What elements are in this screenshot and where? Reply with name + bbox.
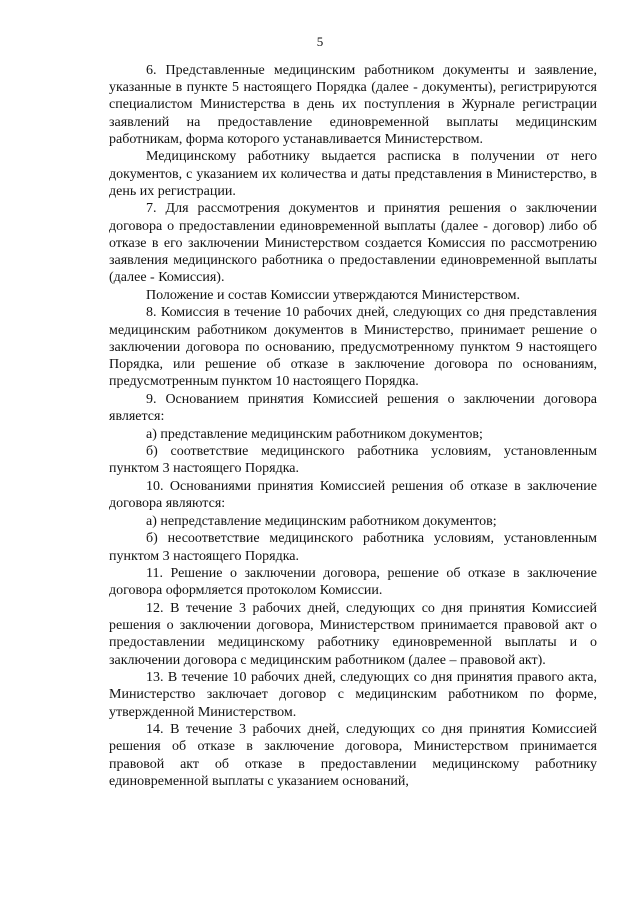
paragraph-7-commission: Положение и состав Комиссии утверждаются Министерством. <box>146 287 520 303</box>
paragraph-6-receipt: Медицинскому работнику выдается расписка в получении от него документов, с указанием их количества и даты представления в Министерство, в день их регистрации. <box>109 149 597 199</box>
page-number: 5 <box>316 34 324 49</box>
document-body <box>109 62 597 790</box>
paragraph-8: 8. Комиссия в течение 10 рабочих дней, следующих со дня представления медицинским работником документов в Министерство, принимает решение о заключении договора по основанию, предусмотренному пунктом 9 настоящего Порядка, или решение об отказе в заключение договора по основаниям, предусмотренным пунктом 10 настоящего Порядка. <box>109 305 597 390</box>
paragraph-11: 11. Решение о заключении договора, решение об отказе в заключение договора оформляется протоколом Комиссии. <box>109 566 597 599</box>
paragraph-13: 13. В течение 10 рабочих дней, следующих со дня принятия правого акта, Министерство заключает договор с медицинским работником по форме, утвержденной Министерством. <box>109 670 597 720</box>
paragraph-10-b: б) несоответствие медицинского работника условиям, установленным пунктом 3 настоящего Порядка. <box>109 531 597 564</box>
paragraph-7: 7. Для рассмотрения документов и принятия решения о заключении договора о предоставлении единовременной выплаты (далее - договор) либо об отказе в его заключении Министерством создается Комиссия по рассмотрению заявления медицинского работника о предоставлении единовременной выплаты (далее - Комиссия). <box>109 201 597 286</box>
paragraph-9: 9. Основанием принятия Комиссией решения о заключении договора является: <box>109 391 597 425</box>
paragraph-9-a: а) представление медицинским работником документов; <box>146 426 483 442</box>
paragraph-12: 12. В течение 3 рабочих дней, следующих со дня принятия Комиссией решения о заключении договора, Министерством принимается правовой акт о предоставлении медицинскому работнику единовременной выплаты и о заключении договора с медицинским работником (далее – правовой акт). <box>109 600 597 668</box>
paragraph-6: 6. Представленные медицинским работником документы и заявление, указанные в пункте 5 настоящего Порядка (далее - документы), регистрируются специалистом Министерства в день их поступления в Журнале регистрации заявлений на предоставление единовременной выплаты медицинским работникам, форма которого устанавливается Министерством. <box>109 63 597 147</box>
paragraph-9-b: б) соответствие медицинского работника условиям, установленным пунктом 3 настоящего Порядка. <box>109 444 597 477</box>
paragraph-14: 14. В течение 3 рабочих дней, следующих со дня принятия Комиссией решения об отказе в заключение договора, Министерством принимается правовой акт об отказе в предоставлении медицинскому работнику единовременной выплаты с указанием оснований, <box>109 722 597 789</box>
paragraph-10: 10. Основаниями принятия Комиссией решения об отказе в заключение договора являются: <box>109 479 597 512</box>
paragraph-10-a: а) непредставление медицинским работником документов; <box>146 513 497 529</box>
